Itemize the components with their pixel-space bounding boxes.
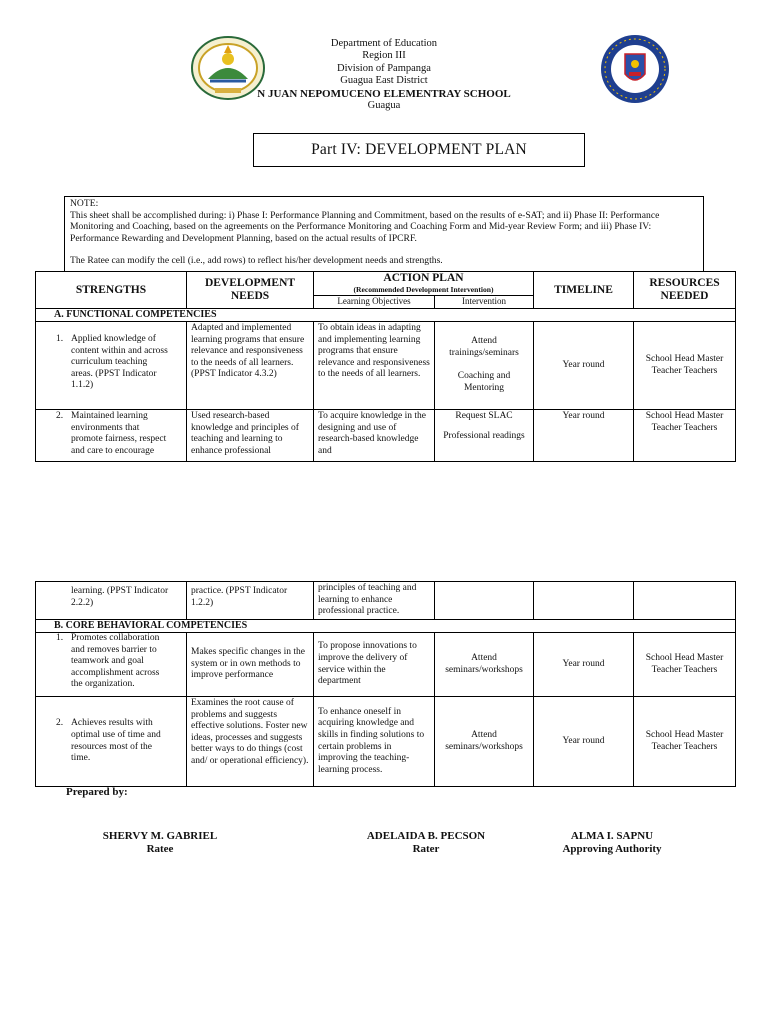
intervention-text: Attend trainings/seminars	[449, 336, 519, 358]
timeline-cell: Year round	[534, 697, 634, 787]
note-box	[64, 196, 704, 272]
section-core-behavioral-competencies: B. CORE BEHAVIORAL COMPETENCIES	[36, 620, 736, 633]
development-needs-header: DEVELOPMENT NEEDS	[187, 272, 314, 309]
table-row	[36, 582, 736, 620]
intervention-cell: Attend seminars/workshops	[435, 697, 534, 787]
development-plan-table-continued	[35, 581, 736, 787]
learning-objective-cell: principles of teaching and learning to enhance professional practice.	[314, 582, 435, 620]
letterhead-line: Guagua East District	[340, 75, 428, 87]
letterhead-line: Department of Education	[330, 38, 438, 49]
intervention-header: Intervention	[435, 296, 534, 309]
table-row	[36, 697, 736, 787]
resources-cell: School Head Master Teacher Teachers	[634, 633, 736, 697]
development-need-cell: Adapted and implemented learning programs that ensure relevance and responsiveness to the needs of all learners. (PPST Indicator 4.3.2)	[187, 322, 314, 410]
letterhead-line: Region III	[362, 50, 406, 62]
strength-text: Applied knowledge of content within and across curriculum teaching areas. (PPST Indicator 1.1.2)	[71, 334, 168, 391]
resources-cell: School Head Master Teacher Teachers	[634, 697, 736, 787]
page-title: Part IV: DEVELOPMENT PLAN	[253, 133, 585, 167]
intervention-text: Professional readings	[443, 430, 525, 441]
letterhead-line: Division of Pampanga	[337, 62, 431, 74]
strength-cell	[36, 410, 187, 462]
development-need-cell: practice. (PPST Indicator 1.2.2)	[187, 582, 314, 620]
table-row	[36, 410, 736, 462]
intervention-cell	[435, 410, 534, 462]
strengths-header: STRENGTHS	[36, 272, 187, 309]
school-name: N JUAN NEPOMUCENO ELEMENTRAY SCHOOL	[257, 87, 511, 100]
approver-signature	[532, 830, 692, 856]
action-plan-header	[314, 272, 534, 296]
learning-objectives-header: Learning Objectives	[314, 296, 435, 309]
strength-cell: learning. (PPST Indicator 2.2.2)	[36, 582, 187, 620]
ratee-name: SHERVY M. GABRIEL	[102, 830, 218, 842]
strength-text: Achieves results with optimal use of time and resources most of the time.	[71, 718, 161, 764]
table-row	[36, 633, 736, 697]
row-number: 1.	[56, 633, 64, 643]
timeline-header: TIMELINE	[534, 272, 634, 309]
development-plan-table	[35, 271, 736, 462]
strength-cell	[36, 322, 187, 410]
rater-signature	[326, 830, 526, 856]
section-functional-competencies: A. FUNCTIONAL COMPETENCIES	[36, 309, 736, 322]
action-plan-title: ACTION PLAN	[383, 272, 464, 284]
development-need-cell: Used research-based knowledge and principles of teaching and learning to enhance professional	[187, 410, 314, 462]
row-number: 2.	[56, 411, 64, 421]
strength-cell	[36, 697, 187, 787]
town-name: Guagua	[367, 100, 401, 112]
timeline-cell: Year round	[534, 322, 634, 410]
intervention-text: Request SLAC	[455, 411, 513, 421]
note-label: NOTE:	[70, 198, 99, 209]
row-number: 1.	[56, 334, 64, 344]
strength-text: Maintained learning environments that promote fairness, respect and care to encourage	[71, 411, 167, 456]
learning-objective-cell: To acquire knowledge in the designing and use of research-based knowledge and	[314, 410, 435, 462]
resources-cell: School Head Master Teacher Teachers	[634, 410, 736, 462]
resources-cell	[634, 582, 736, 620]
letterhead	[0, 38, 768, 112]
timeline-cell: Year round	[534, 410, 634, 462]
note-text: The Ratee can modify the cell (i.e., add rows) to reflect his/her development needs and strengths.	[70, 255, 443, 267]
prepared-by-label: Prepared by:	[66, 786, 128, 798]
intervention-cell: Attend seminars/workshops	[435, 633, 534, 697]
table-row	[36, 322, 736, 410]
intervention-cell	[435, 322, 534, 410]
note-text: This sheet shall be accomplished during: i) Phase I: Performance Planning and Commitment, based on the results of e-SAT; and ii) Phase II: Performance Monitoring and Coaching, based on the agreements on the Performance Monitoring and Coaching Form and Mid-year Review Form; and iii) Phase IV: Performance Rewarding and Development Planning, based on the actual results of IPCRF.	[70, 209, 660, 244]
row-number: 2.	[56, 718, 64, 729]
strength-text: Promotes collaboration and removes barrier to teamwork and goal accomplishment across the organization.	[71, 633, 160, 690]
timeline-cell	[534, 582, 634, 620]
intervention-cell	[435, 582, 534, 620]
ratee-role: Ratee	[146, 843, 174, 855]
resources-cell: School Head Master Teacher Teachers	[634, 322, 736, 410]
resources-header: RESOURCES NEEDED	[634, 272, 736, 309]
ratee-signature	[60, 830, 260, 856]
development-need-cell: Examines the root cause of problems and suggests effective solutions. Foster new ideas, processes and suggests better ways to do things (cost and/ or operational efficiency).	[187, 697, 314, 787]
approver-name: ALMA I. SAPNU	[570, 830, 654, 842]
intervention-text: Coaching and Mentoring	[457, 371, 511, 393]
approver-role: Approving Authority	[562, 843, 662, 855]
action-plan-subtitle: (Recommended Development Intervention)	[353, 285, 494, 294]
strength-cell	[36, 633, 187, 697]
learning-objective-cell: To obtain ideas in adapting and implementing learning programs that ensure relevance and responsiveness to the needs of all learners.	[314, 322, 435, 410]
rater-role: Rater	[412, 843, 440, 855]
learning-objective-cell: To propose innovations to improve the delivery of service within the department	[314, 633, 435, 697]
rater-name: ADELAIDA B. PECSON	[366, 830, 486, 842]
development-need-cell: Makes specific changes in the system or in own methods to improve performance	[187, 633, 314, 697]
timeline-cell: Year round	[534, 633, 634, 697]
learning-objective-cell: To enhance oneself in acquiring knowledge and skills in finding solutions to certain problems in improving the teaching-learning process.	[314, 697, 435, 787]
